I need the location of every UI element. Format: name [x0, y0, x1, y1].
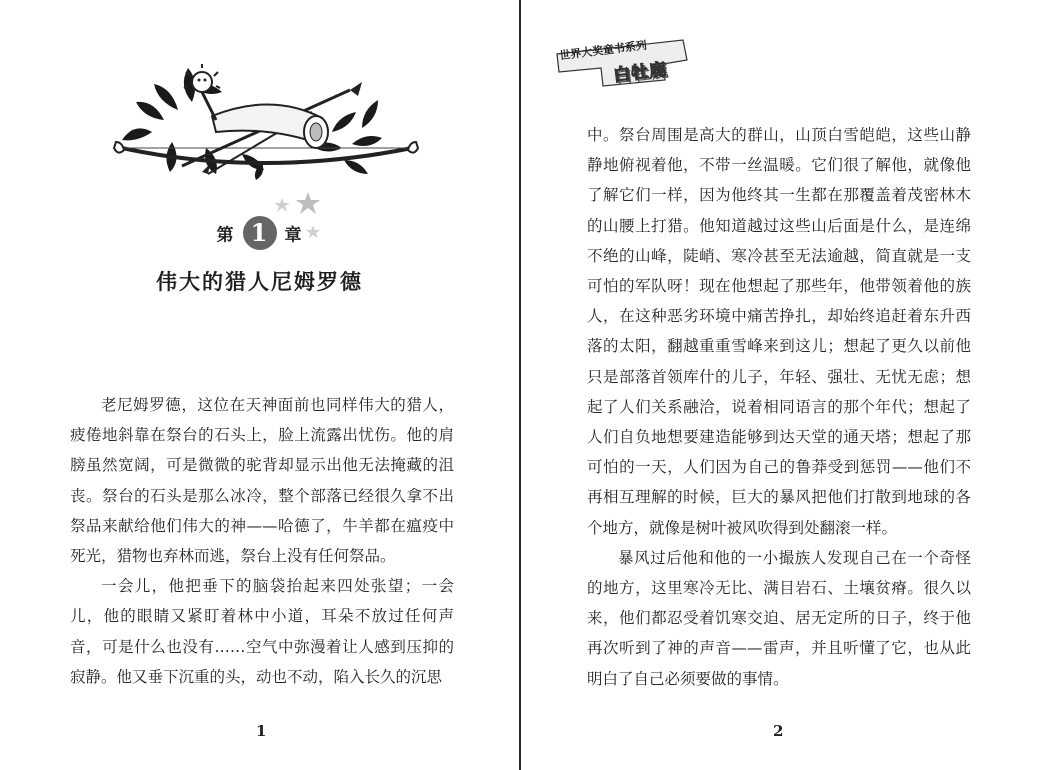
series-label: 世界大奖童书系列 — [558, 38, 648, 63]
right-page — [522, 0, 1039, 770]
hunting-weapons-illustration — [112, 62, 424, 180]
chapter-prefix: 第 — [216, 225, 235, 246]
paragraph: 中。祭台周围是高大的群山，山顶白雪皑皑，这些山静静地俯视着他，不带一丝温暖。它们很了解他，就像他了解它们一样，因为他终其一生都在那覆盖着茂密林木的山腰上打猎。他知道越过这些山后面是什么，是连绵不绝的山峰，陡峭、寒冷甚至无法逾越，简直就是一支可怕的军队呀！现在他想起了那些年，他带领着他的族人，在这种恶劣环境中痛苦挣扎，却始终追赶着东升西落的太阳，翻越重重雪峰来到这儿；想起了更久以前他只是部落首领库什的儿子，年轻、强壮、无忧无虑；想起了人们关系融洽，说着相同语言的那个年代；想起了人们自负地想要建造能够到达天堂的通天塔；想起了那可怕的一天，人们因为自己的鲁莽受到惩罚——他们不再相互理解的时候，巨大的暴风把他们打散到地球的各个地方，就像是树叶被风吹得到处翻滚一样。 — [587, 126, 971, 537]
chapter-title: 伟大的猎人尼姆罗德 — [156, 270, 363, 294]
chapter-suffix: 章 — [284, 225, 303, 246]
book-spine-divider — [519, 0, 521, 770]
left-body-text — [70, 390, 454, 692]
chapter-heading — [0, 216, 519, 250]
page-number: 2 — [773, 722, 784, 740]
series-badge — [553, 38, 693, 88]
chapter-number-badge: 1 — [243, 216, 277, 250]
right-body-text — [587, 120, 971, 694]
page-number: 1 — [256, 722, 267, 740]
left-page — [0, 0, 519, 770]
paragraph: 老尼姆罗德，这位在天神面前也同样伟大的猎人，疲倦地斜靠在祭台的石头上，脸上流露出忧伤。他的肩膀虽然宽阔，可是微微的驼背却显示出他无法掩藏的沮丧。祭台的石头是那么冰冷，整个部落已经很久拿不出祭品来献给他们伟大的神——哈德了，牛羊都在瘟疫中死光，猎物也弃林而逃，祭台上没有任何祭品。 — [70, 396, 454, 566]
paragraph: 暴风过后他和他的一小撮族人发现自己在一个奇怪的地方，这里寒冷无比、满目岩石、土壤贫瘠。很久以来，他们都忍受着饥寒交迫、居无定所的日子，终于他再次听到了神的声音——雷声，并且听懂了它，也从此明白了自己必须要做的事情。 — [587, 548, 971, 688]
paragraph: 一会儿，他把垂下的脑袋抬起来四处张望；一会儿，他的眼睛又紧盯着林中小道，耳朵不放过任何声音，可是什么也没有……空气中弥漫着让人感到压抑的寂静。他又垂下沉重的头，动也不动，陷入长久的沉思 — [70, 577, 454, 686]
series-title: 白牡鹿 — [612, 59, 669, 87]
